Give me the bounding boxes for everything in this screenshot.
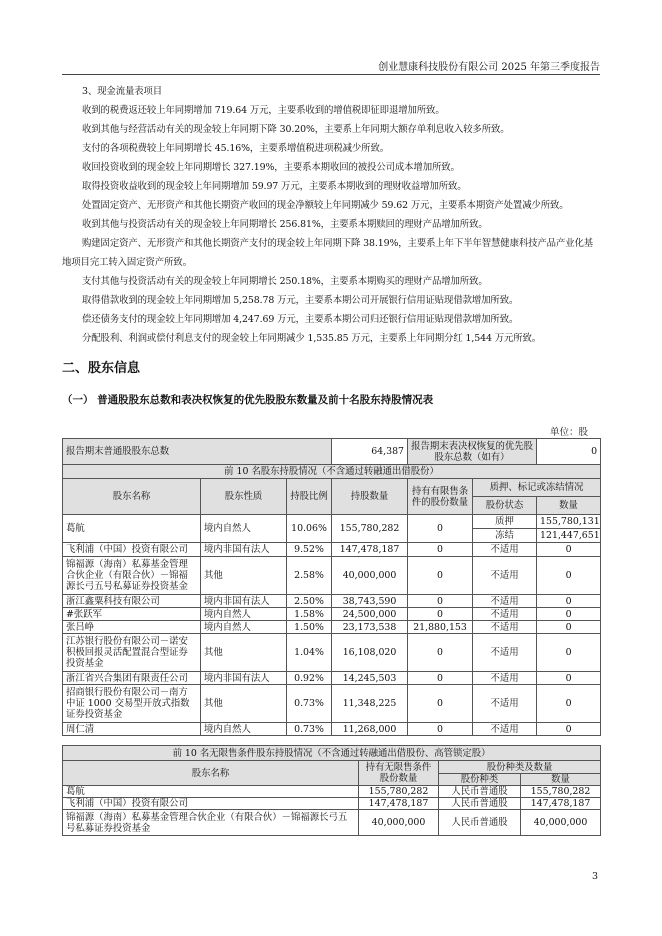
table-cell: 江苏银行股份有限公司－诺安积极回报灵活配置混合型证券投资基金	[63, 634, 201, 672]
table-cell: 境内自然人	[201, 621, 287, 634]
col-header-qty: 持股数量	[332, 479, 408, 515]
table-row	[63, 685, 601, 723]
subsection-title: （一） 普通股股东总数和表决权恢复的优先股股东数量及前十名股东持股情况表	[62, 394, 434, 406]
paragraph: 处置固定资产、无形资产和其他长期资产收回的现金净额较上年同期减少 59.62 万元，主要系本期资产处置减少所致。	[82, 200, 569, 211]
pref-holders-value: 0	[537, 439, 601, 465]
cell-status: 质押	[473, 515, 537, 529]
table-row	[63, 543, 601, 557]
page-header	[62, 58, 600, 75]
paragraph: 取得借款收到的现金较上年同期增加 5,258.78 万元，主要系本期公司开展银行信用证贴现借款增加所致。	[82, 295, 519, 306]
col-header-status: 股份状态	[473, 497, 537, 515]
table-cell: 0	[537, 723, 601, 736]
table-cell: 境内自然人	[201, 608, 287, 621]
cell-count: 121,447,651	[537, 529, 601, 543]
paragraph: 收到其他与投资活动有关的现金较上年同期增长 256.81%，主要系本期赎回的理财产品增加所致。	[82, 219, 488, 230]
table-cell: 155,780,282	[359, 786, 439, 798]
table-cell: 0	[408, 557, 473, 595]
page-number: 3	[591, 871, 598, 882]
table-cell: 不适用	[473, 723, 537, 736]
table-cell: 0	[537, 621, 601, 634]
table-cell: 0	[408, 608, 473, 621]
table-cell: 不适用	[473, 685, 537, 723]
table-cell: 其他	[201, 634, 287, 672]
table-cell: 人民币普通股	[439, 810, 521, 836]
table-row	[63, 723, 601, 736]
table-cell: 其他	[201, 557, 287, 595]
cashflow-section	[62, 82, 600, 348]
table-cell: 不适用	[473, 608, 537, 621]
cell-name: 葛航	[63, 515, 201, 543]
col-header-qty: 持有无限售条件股份数量	[359, 761, 439, 786]
unrestricted-table	[62, 745, 601, 836]
table-cell: 1.58%	[287, 608, 332, 621]
table-cell: 147,478,187	[359, 798, 439, 810]
col-header-class: 股份种类及数量	[439, 761, 601, 774]
table-cell: 周仁清	[63, 723, 201, 736]
table-cell: 147,478,187	[521, 798, 601, 810]
summary-row	[63, 439, 601, 465]
table-cell: 不适用	[473, 672, 537, 685]
table-cell: 不适用	[473, 621, 537, 634]
col-header-name: 股东名称	[63, 479, 201, 515]
unrestricted-body	[63, 786, 601, 836]
table-cell: #张跃军	[63, 608, 201, 621]
table-cell: 锦福源（海南）私募基金管理合伙企业（有限合伙）－锦福源长弓五号私募证券投资基金	[63, 557, 201, 595]
table-cell: 人民币普通股	[439, 798, 521, 810]
col-header-count: 数量	[537, 497, 601, 515]
table-cell: 0.92%	[287, 672, 332, 685]
table-cell: 0	[537, 634, 601, 672]
table-cell: 境内非国有法人	[201, 595, 287, 608]
common-holders-value: 64,387	[332, 439, 408, 465]
table-row	[63, 634, 601, 672]
table-cell: 24,500,000	[332, 608, 408, 621]
table-cell: 0	[408, 672, 473, 685]
table-row	[63, 621, 601, 634]
cell-count: 155,780,131	[537, 515, 601, 529]
table-row	[63, 515, 601, 529]
table-cell: 0	[537, 557, 601, 595]
table-cell: 不适用	[473, 634, 537, 672]
table-row	[63, 786, 601, 798]
pref-holders-label: 报告期末表决权恢复的优先股股东总数（如有）	[408, 439, 537, 465]
table-cell: 0	[537, 608, 601, 621]
table-cell: 147,478,187	[332, 543, 408, 557]
col-header-count: 数量	[521, 774, 601, 786]
paragraph: 收到的税费返还较上年同期增加 719.64 万元，主要系收到的增值税即征即退增加所致。	[82, 105, 445, 116]
col-header-ratio: 持股比例	[287, 479, 332, 515]
table-cell: 招商银行股份有限公司－南方中证 1000 交易型开放式指数证券投资基金	[63, 685, 201, 723]
table-cell: 40,000,000	[359, 810, 439, 836]
table-cell: 0	[408, 685, 473, 723]
table-cell: 葛航	[63, 786, 359, 798]
table-cell: 浙江省兴合集团有限责任公司	[63, 672, 201, 685]
table-cell: 21,880,153	[408, 621, 473, 634]
paragraph: 购建固定资产、无形资产和其他长期资产支付的现金较上年同期下降 38.19%，主要系上年下半年智慧健康科技产品产业化基地项目完工转入固定资产所致。	[62, 238, 594, 268]
table-cell: 40,000,000	[521, 810, 601, 836]
table-cell: 11,348,225	[332, 685, 408, 723]
cell-nature: 境内自然人	[201, 515, 287, 543]
table-cell: 2.58%	[287, 557, 332, 595]
cashflow-heading: 3、现金流量表项目	[82, 86, 163, 97]
table-row	[63, 608, 601, 621]
table-cell: 0	[408, 543, 473, 557]
table-row	[63, 810, 601, 836]
table-caption: 前 10 名股东持股情况（不含通过转融通出借股份）	[63, 465, 601, 479]
table-cell: 飞利浦（中国）投资有限公司	[63, 798, 359, 810]
col-header-name: 股东名称	[63, 761, 359, 786]
table-cell: 14,245,503	[332, 672, 408, 685]
table-cell: 40,000,000	[332, 557, 408, 595]
table-cell: 张吕峥	[63, 621, 201, 634]
table-cell: 其他	[201, 685, 287, 723]
paragraph: 取得投资收益收到的现金较上年同期增加 59.97 万元，主要系本期收到的理财收益增加所致。	[82, 181, 467, 192]
table-cell: 0	[537, 543, 601, 557]
table-row	[63, 672, 601, 685]
table-cell: 155,780,282	[521, 786, 601, 798]
section-title: 二、股东信息	[62, 361, 141, 376]
table-cell: 0	[537, 595, 601, 608]
table-cell: 2.50%	[287, 595, 332, 608]
unit-label: 单位：股	[549, 427, 588, 438]
table-cell: 0.73%	[287, 723, 332, 736]
table-cell: 0	[537, 685, 601, 723]
table-cell: 0	[408, 723, 473, 736]
paragraph: 收回投资收到的现金较上年同期增长 327.19%，主要系本期收回的被投公司成本增加所致。	[82, 162, 460, 173]
table-caption-row	[63, 465, 601, 479]
table-cell: 人民币普通股	[439, 786, 521, 798]
table-cell: 38,743,590	[332, 595, 408, 608]
top10-body	[63, 543, 601, 736]
table-cell: 0	[408, 634, 473, 672]
table-caption: 前 10 名无限售条件股东持股情况（不含通过转融通出借股份、高管锁定股）	[63, 746, 601, 761]
cell-ratio: 10.06%	[287, 515, 332, 543]
report-title: 创业慧康科技股份有限公司 2025 年第三季度报告	[378, 62, 600, 73]
paragraph: 分配股利、利润或偿付利息支付的现金较上年同期减少 1,535.85 万元，主要系上年同期分红 1,544 万元所致。	[82, 333, 542, 344]
common-holders-label: 报告期末普通股股东总数	[63, 439, 332, 465]
header-row	[63, 479, 601, 497]
table-cell: 0	[408, 595, 473, 608]
paragraph: 支付其他与投资活动有关的现金较上年同期增长 250.18%，主要系本期购买的理财产品增加所致。	[82, 276, 488, 287]
paragraph: 偿还债务支付的现金较上年同期增加 4,247.69 万元，主要系本期公司归还银行信用证贴现借款增加所致。	[82, 314, 519, 325]
table-row	[63, 557, 601, 595]
paragraph: 收到其他与经营活动有关的现金较上年同期下降 30.20%，主要系上年同期大额存单利息收入较多所致。	[82, 124, 510, 135]
table-cell: 0	[537, 672, 601, 685]
table-cell: 16,108,020	[332, 634, 408, 672]
cell-status: 冻结	[473, 529, 537, 543]
header-row	[63, 761, 601, 774]
table-cell: 不适用	[473, 557, 537, 595]
table-cell: 9.52%	[287, 543, 332, 557]
table-cell: 浙江鑫粟科技有限公司	[63, 595, 201, 608]
table-cell: 1.50%	[287, 621, 332, 634]
table-cell: 锦福源（海南）私募基金管理合伙企业（有限合伙）－锦福源长弓五号私募证券投资基金	[63, 810, 359, 836]
cell-restricted: 0	[408, 515, 473, 543]
table-cell: 不适用	[473, 595, 537, 608]
table-caption-row	[63, 746, 601, 761]
paragraph: 支付的各项税费较上年同期增长 45.16%，主要系增值税进项税减少所致。	[82, 143, 390, 154]
col-header-nature: 股东性质	[201, 479, 287, 515]
table-cell: 飞利浦（中国）投资有限公司	[63, 543, 201, 557]
table-cell: 境内非国有法人	[201, 543, 287, 557]
table-row	[63, 798, 601, 810]
cell-qty: 155,780,282	[332, 515, 408, 543]
col-header-restricted: 持有有限售条件的股份数量	[408, 479, 473, 515]
table-cell: 不适用	[473, 543, 537, 557]
table-row	[63, 595, 601, 608]
table-cell: 1.04%	[287, 634, 332, 672]
table-cell: 0.73%	[287, 685, 332, 723]
table-cell: 23,173,538	[332, 621, 408, 634]
table-cell: 11,268,000	[332, 723, 408, 736]
shareholders-table	[62, 438, 601, 736]
table-cell: 境内自然人	[201, 723, 287, 736]
table-cell: 境内非国有法人	[201, 672, 287, 685]
col-header-type: 股份种类	[439, 774, 521, 786]
col-header-pledge: 质押、标记或冻结情况	[473, 479, 601, 497]
